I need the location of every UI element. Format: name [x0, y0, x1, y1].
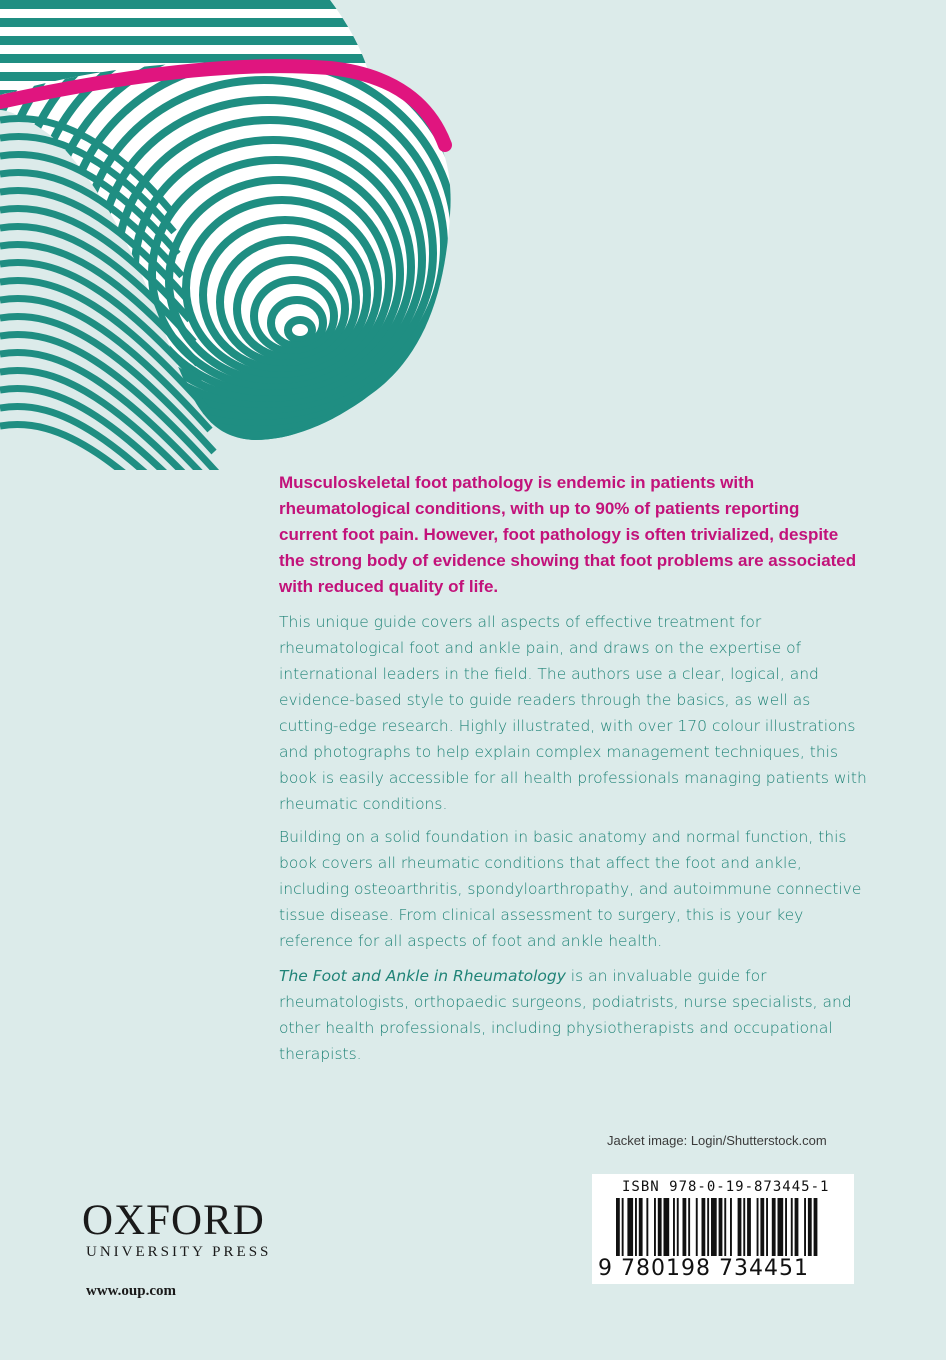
barcode-bar: [795, 1198, 799, 1256]
jacket-image-credit: Jacket image: Login/Shutterstock.com: [607, 1133, 827, 1148]
barcode-bar: [804, 1198, 806, 1256]
description-paragraph-3: [279, 963, 869, 1067]
barcode-bar: [785, 1198, 787, 1256]
description-paragraph-2: Building on a solid foundation in basic anatomy and normal function, this book covers all rheumatic conditions that affect the foot and ankle, including osteoarthritis, spondyloarthropathy, and autoimmune connective tissue disease. From clinical assessment to surgery, this is your key reference for all aspects of foot and ankle health.: [279, 828, 862, 950]
lead-paragraph: Musculoskeletal foot pathology is endemic in patients with rheumatological conditions, with up to 90% of patients reporting current foot pain. However, foot pathology is often trivialized, despite the strong body of evidence showing that foot problems are associated with reduced quality of life.: [279, 473, 857, 596]
barcode-bar: [616, 1198, 620, 1256]
barcode-bars: [592, 1198, 854, 1260]
barcode-bar: [730, 1198, 732, 1256]
barcode-bar: [673, 1198, 675, 1256]
cover-stripe-artwork: [0, 0, 946, 470]
barcode-bar: [646, 1198, 648, 1256]
publisher-website: www.oup.com: [86, 1283, 177, 1299]
barcode-bar: [622, 1198, 624, 1256]
barcode-bar: [639, 1198, 643, 1256]
isbn-text: ISBN 978-0-19-873445-1: [622, 1179, 830, 1195]
barcode-bar: [738, 1198, 742, 1256]
description-paragraph-1: This unique guide covers all aspects of effective treatment for rheumatological foot and ankle pain, and draws on the expertise of international leaders in the field. The authors use a clear, logical, and evidence-based style to guide readers through the basics, as well as cutting-edge research. Highly illustrated, with over 170 colour illustrations and photographs to help explain complex management techniques, this book is easily accessible for all health professionals managing patients with rheumatic conditions.: [279, 613, 867, 813]
barcode-bar: [658, 1198, 662, 1256]
barcode-digits: 9 780198 734451: [598, 1256, 809, 1281]
barcode-bar: [635, 1198, 637, 1256]
barcode-bar: [711, 1198, 717, 1256]
barcode-bar: [766, 1198, 768, 1256]
barcode-bar: [627, 1198, 633, 1256]
barcode-bar: [683, 1198, 687, 1256]
book-title: The Foot and Ankle in Rheumatology: [279, 967, 566, 985]
barcode-bar: [814, 1198, 818, 1256]
barcode-bar: [702, 1198, 706, 1256]
barcode-bar: [747, 1198, 751, 1256]
barcode-bar: [757, 1198, 759, 1256]
barcode-bar: [760, 1198, 764, 1256]
barcode-bar: [654, 1198, 656, 1256]
barcode-bar: [778, 1198, 784, 1256]
barcode-bar: [724, 1198, 726, 1256]
isbn-barcode: [592, 1174, 854, 1284]
barcode-bar: [677, 1198, 679, 1256]
barcode-bar: [791, 1198, 793, 1256]
barcode-bar: [696, 1198, 698, 1256]
barcode-bar: [743, 1198, 745, 1256]
description-paragraph-3-text: is an invaluable guide for rheumatologists, orthopaedic surgeons, podiatrists, nurse specialists, and other health professionals, including physiotherapists and occupational therapists.: [279, 967, 852, 1063]
barcode-bar: [688, 1198, 690, 1256]
barcode-bar: [808, 1198, 812, 1256]
barcode-bar: [772, 1198, 776, 1256]
publisher-logo-subtitle: UNIVERSITY PRESS: [86, 1244, 272, 1260]
barcode-bar: [707, 1198, 709, 1256]
barcode-bar: [664, 1198, 670, 1256]
publisher-logo-name: OXFORD: [82, 1197, 265, 1244]
barcode-bar: [719, 1198, 723, 1256]
